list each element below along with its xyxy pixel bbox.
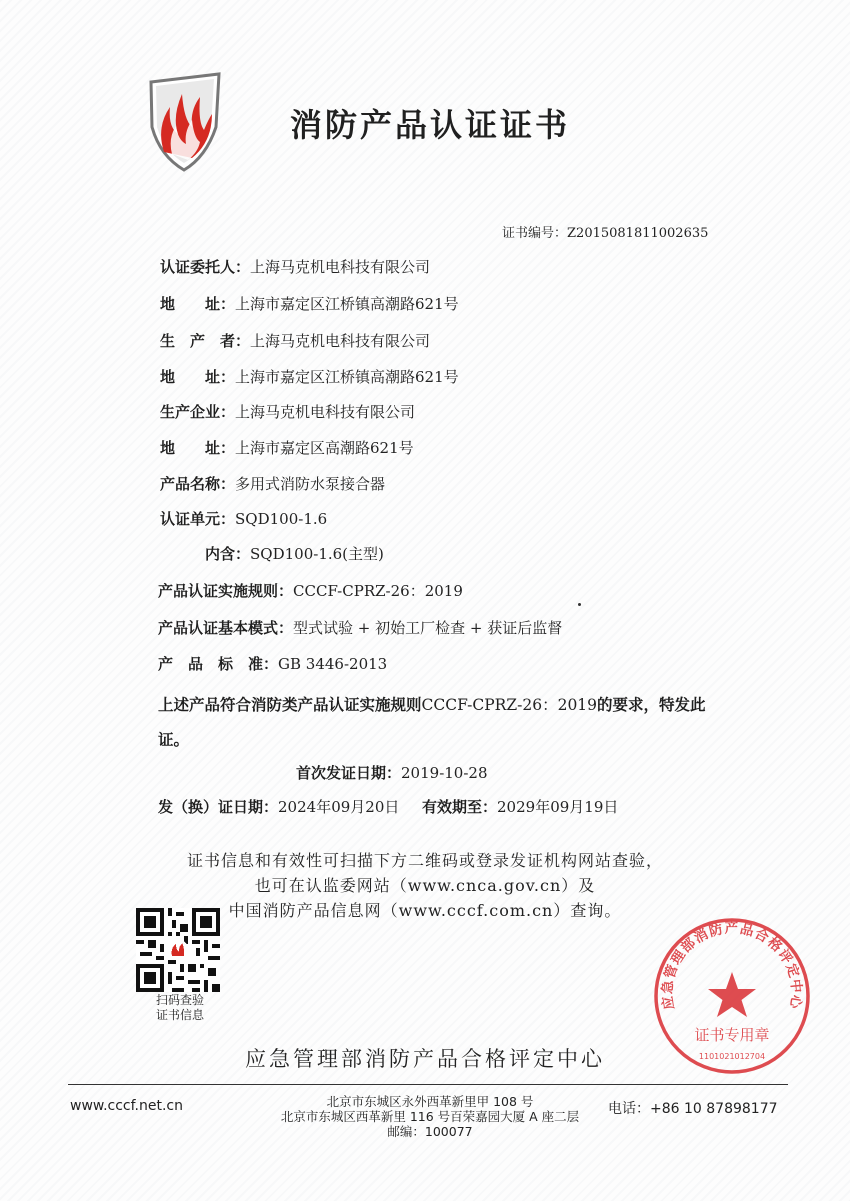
valid-until-value: 2029年09月19日 xyxy=(497,798,619,816)
statement-suffix: 的要求，特发此证。 xyxy=(158,696,706,749)
info-line: 中国消防产品信息网（www.cccf.com.cn）查询。 xyxy=(228,901,622,920)
field-label: 生 产 者： xyxy=(160,332,251,350)
field-row-standard xyxy=(158,653,387,674)
info-line: 证书信息和有效性可扫描下方二维码或登录发证机构网站查验， xyxy=(186,851,663,870)
cert-number xyxy=(502,222,708,241)
field-value: 上海马克机电科技有限公司 xyxy=(235,403,416,421)
qr-caption-line: 证书信息 xyxy=(155,1008,204,1022)
flame-shield-icon xyxy=(146,72,224,172)
field-row-applicant xyxy=(160,256,430,277)
first-issue-label: 首次发证日期： xyxy=(296,764,402,782)
field-label: 产 品 标 准： xyxy=(158,655,279,673)
field-label: 认证委托人： xyxy=(160,258,251,276)
field-value: 上海市嘉定区江桥镇高潮路621号 xyxy=(235,368,459,386)
field-label: 认证单元： xyxy=(160,510,236,528)
postcode: 邮编：100077 xyxy=(387,1124,473,1139)
field-label: 产品认证基本模式： xyxy=(158,619,294,637)
field-label: 产品认证实施规则： xyxy=(158,582,294,600)
field-value: 上海市嘉定区高潮路621号 xyxy=(235,439,414,457)
reissue-date xyxy=(158,796,399,817)
field-row-factory xyxy=(160,401,415,422)
svg-text:1101021012704: 1101021012704 xyxy=(698,1052,766,1061)
field-value: CCCF-CPRZ-26：2019 xyxy=(293,582,463,600)
address-line: 北京市东城区永外西革新里甲 108 号 xyxy=(326,1094,534,1109)
field-value: 上海马克机电科技有限公司 xyxy=(250,332,431,350)
issuing-organization: 应急管理部消防产品合格评定中心 xyxy=(245,1047,605,1071)
field-value: GB 3446-2013 xyxy=(278,655,388,673)
field-label: 地 址： xyxy=(160,439,236,457)
field-row-product-name xyxy=(160,473,385,494)
field-value: 多用式消防水泵接合器 xyxy=(235,475,386,493)
document-title: 消防产品认证证书 xyxy=(290,106,571,144)
statement-rule: CCCF-CPRZ-26：2019 xyxy=(421,696,598,714)
reissue-value: 2024年09月20日 xyxy=(278,798,400,816)
field-label: 产品名称： xyxy=(160,475,236,493)
field-label: 地 址： xyxy=(160,295,236,313)
svg-text:证书专用章: 证书专用章 xyxy=(694,1026,770,1044)
field-label: 地 址： xyxy=(160,368,236,386)
address-line: 北京市东城区西革新里 116 号百荣嘉园大厦 A 座二层 xyxy=(280,1109,580,1124)
field-value: SQD100-1.6(主型) xyxy=(250,545,384,563)
footer-website: www.cccf.net.cn xyxy=(70,1098,183,1114)
field-value: 上海马克机电科技有限公司 xyxy=(250,258,431,276)
reissue-label: 发（换）证日期： xyxy=(158,798,279,816)
field-row-address xyxy=(160,437,414,458)
field-value: SQD100-1.6 xyxy=(235,510,328,528)
field-row-unit xyxy=(160,508,327,529)
statement-prefix: 上述产品符合消防类产品认证实施规则 xyxy=(158,696,422,714)
footer-phone: 电话：+86 10 87898177 xyxy=(608,1101,778,1117)
footer-divider xyxy=(68,1084,788,1085)
field-value: 上海市嘉定区江桥镇高潮路621号 xyxy=(235,295,459,313)
first-issue-date xyxy=(296,762,488,783)
field-row-rules xyxy=(158,580,463,601)
field-row-mode xyxy=(158,617,562,638)
cert-number-label: 证书编号： xyxy=(502,226,568,241)
valid-until-label: 有效期至： xyxy=(422,798,498,816)
svg-text:应急管理部消防产品合格评定中心: 应急管理部消防产品合格评定中心 xyxy=(659,920,805,1011)
info-line: 也可在认监委网站（www.cnca.gov.cn）及 xyxy=(254,876,596,895)
field-value: 型式试验 + 初始工厂检查 + 获证后监督 xyxy=(293,619,563,637)
first-issue-value: 2019-10-28 xyxy=(401,764,488,782)
valid-until-date xyxy=(422,796,618,817)
field-row-address xyxy=(160,366,459,387)
field-row-includes xyxy=(205,543,384,564)
cert-number-value: Z2015081811002635 xyxy=(567,226,709,241)
speck xyxy=(578,603,581,606)
field-label: 生产企业： xyxy=(160,403,236,421)
conformity-statement xyxy=(158,688,718,758)
field-label: 内含： xyxy=(205,545,251,563)
qr-caption xyxy=(150,993,210,1023)
qr-caption-line: 扫码查验 xyxy=(155,993,204,1007)
field-row-address xyxy=(160,293,459,314)
field-row-manufacturer xyxy=(160,330,430,351)
footer-address xyxy=(240,1094,620,1139)
qr-code-icon xyxy=(136,908,220,992)
